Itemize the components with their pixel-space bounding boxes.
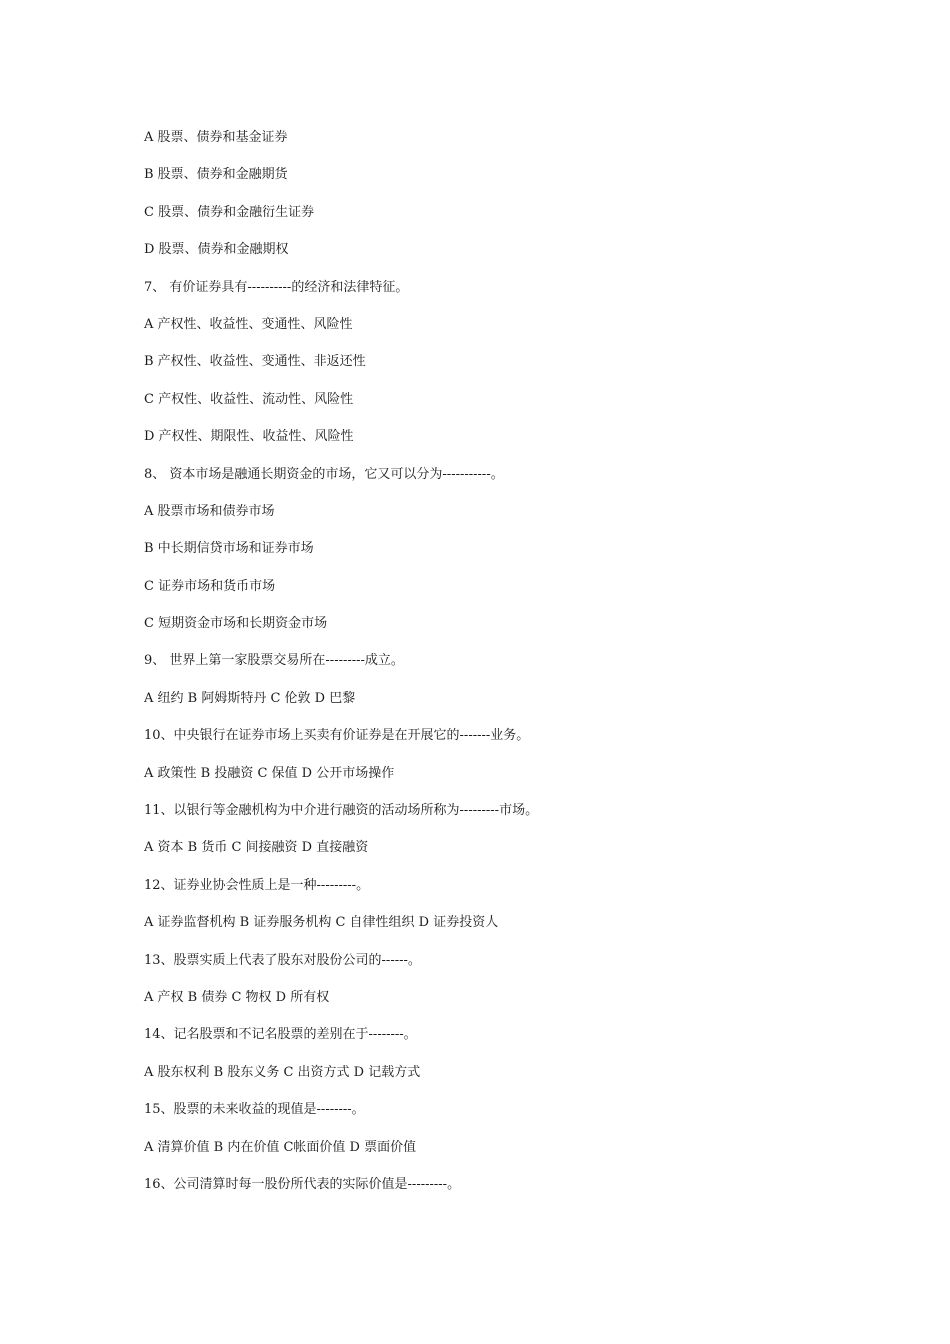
question-8-option-c2: C 短期资金市场和长期资金市场	[144, 616, 328, 632]
question-7-option-d: D 产权性、期限性、收益性、风险性	[144, 429, 354, 445]
question-11-options: A 资本 B 货币 C 间接融资 D 直接融资	[144, 840, 369, 856]
question-8-option-b: B 中长期信贷市场和证券市场	[144, 541, 314, 557]
question-14: 14、记名股票和不记名股票的差别在于--------。	[144, 1027, 417, 1043]
question-16: 16、公司清算时每一股份所代表的实际价值是---------。	[144, 1176, 461, 1192]
question-9: 9、 世界上第一家股票交易所在---------成立。	[144, 653, 404, 669]
question-13-options: A 产权 B 债券 C 物权 D 所有权	[144, 989, 330, 1005]
option-d-line: D 股票、债券和金融期权	[144, 242, 289, 258]
question-10: 10、中央银行在证券市场上买卖有价证券是在开展它的-------业务。	[144, 728, 530, 744]
document-body	[144, 127, 864, 1211]
question-12: 12、证券业协会性质上是一种---------。	[144, 877, 370, 893]
question-8-option-a: A 股票市场和债券市场	[144, 503, 275, 519]
question-7-option-c: C 产权性、收益性、流动性、风险性	[144, 391, 354, 407]
option-c-line: C 股票、债券和金融衍生证券	[144, 204, 315, 220]
question-15: 15、股票的未来收益的现值是--------。	[144, 1102, 365, 1118]
question-10-options: A 政策性 B 投融资 C 保值 D 公开市场操作	[144, 765, 395, 781]
question-9-options: A 纽约 B 阿姆斯特丹 C 伦敦 D 巴黎	[144, 690, 356, 706]
question-13: 13、股票实质上代表了股东对股份公司的------。	[144, 952, 421, 968]
question-12-options: A 证券监督机构 B 证券服务机构 C 自律性组织 D 证券投资人	[144, 915, 499, 931]
question-11: 11、以银行等金融机构为中介进行融资的活动场所称为---------市场。	[144, 803, 539, 819]
question-14-options: A 股东权利 B 股东义务 C 出资方式 D 记载方式	[144, 1064, 421, 1080]
question-7-option-b: B 产权性、收益性、变通性、非返还性	[144, 354, 366, 370]
option-b-line: B 股票、债券和金融期货	[144, 167, 288, 183]
question-7-option-a: A 产权性、收益性、变通性、风险性	[144, 316, 353, 332]
question-8: 8、 资本市场是融通长期资金的市场，它又可以分为-----------。	[144, 466, 504, 482]
question-7: 7、 有价证券具有----------的经济和法律特征。	[144, 279, 409, 295]
option-a-line: A 股票、债券和基金证券	[144, 130, 288, 145]
question-15-options: A 清算价值 B 内在价值 C帐面价值 D 票面价值	[144, 1139, 417, 1155]
question-8-option-c: C 证券市场和货币市场	[144, 578, 276, 594]
